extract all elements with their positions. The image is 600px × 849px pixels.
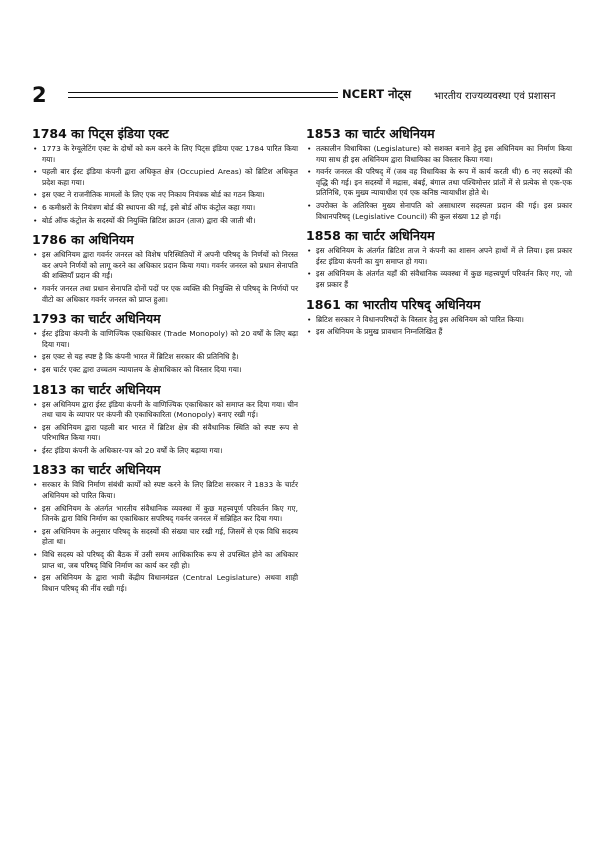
brand-title: NCERT नोट्स bbox=[342, 87, 412, 101]
list-item: • इस अधिनियम के अंतर्गत भारतीय संवैधानिक व्यवस्था में कुछ महत्त्वपूर्ण परिवर्तन किए गए, जिनके द्वारा विधि निर्माण का एकाधिकार सपरिषद् गवर्नर जनरल में सन्निहित कर दिया गया। bbox=[32, 504, 298, 525]
list-item: • गवर्नर जनरल तथा प्रधान सेनापति दोनों पदों पर एक व्यक्ति की नियुक्ति से परिषद् के निर्णयों पर वीटो का अधिकार गवर्नर जनरल को प्राप्त हुआ। bbox=[32, 284, 298, 305]
section-title: 1784 का पिट्स इंडिया एक्ट bbox=[32, 126, 169, 141]
list-item: • इस अधिनियम के द्वारा भावी केंद्रीय विधानमंडल (Central Legislature) अथवा शाही विधान परिषद् की नींव रखी गई। bbox=[32, 573, 298, 594]
section bbox=[32, 126, 298, 226]
list-item: • इस अधिनियम के अनुसार परिषद् के सदस्यों की संख्या चार रखी गई, जिसमें से एक विधि सदस्य होता था। bbox=[32, 527, 298, 548]
list-item: • सरकार के विधि निर्माण संबंधी कार्यों को स्पष्ट करने के लिए ब्रिटिश सरकार ने 1833 के चार्टर अधिनियम को पारित किया। bbox=[32, 480, 298, 501]
section-list bbox=[32, 250, 298, 305]
list-item: • इस अधिनियम द्वारा गवर्नर जनरल को विशेष परिस्थितियों में अपनी परिषद् के निर्णयों को निरस्त कर अपने निर्णयों को लागू करने का अधिकार प्रदान किया गया। गवर्नर जनरल को प्रधान सेनापति की शक्तियाँ प्रदान की गईं। bbox=[32, 250, 298, 282]
section-list bbox=[32, 400, 298, 457]
section bbox=[32, 311, 298, 375]
section-title: 1786 का अधिनियम bbox=[32, 232, 134, 248]
section bbox=[306, 228, 572, 290]
section-title: 1793 का चार्टर अधिनियम bbox=[32, 311, 161, 327]
list-item: • इस अधिनियम के अंतर्गत यहाँ की संवैधानिक व्यवस्था में कुछ महत्त्वपूर्ण परिवर्तन किए गए, जो इस प्रकार हैं bbox=[306, 269, 572, 290]
left-column bbox=[32, 126, 298, 600]
list-item: • इस चार्टर एक्ट द्वारा उच्चतम न्यायालय के क्षेत्राधिकार को विस्तार दिया गया। bbox=[32, 365, 298, 376]
page-number: 2 bbox=[32, 83, 47, 107]
section-list bbox=[32, 480, 298, 594]
section bbox=[306, 297, 572, 338]
list-item: • 6 कमीश्नरों के नियंत्रण बोर्ड की स्थापना की गई, इसे बोर्ड ऑफ कंट्रोल कहा गया। bbox=[32, 203, 298, 214]
list-item: • इस अधिनियम के अंतर्गत ब्रिटिश ताज ने कंपनी का शासन अपने हाथों में ले लिया। इस प्रकार ईस्ट इंडिया कंपनी का युग समाप्त हो गया। bbox=[306, 246, 572, 267]
section-list bbox=[32, 329, 298, 375]
book-subtitle: भारतीय राज्यव्यवस्था एवं प्रशासन bbox=[434, 91, 556, 102]
section-title: 1861 का भारतीय परिषद् अधिनियम bbox=[306, 296, 481, 312]
list-item: • बोर्ड ऑफ कंट्रोल के सदस्यों की नियुक्ति ब्रिटिश क्राउन (ताज) द्वारा की जाती थी। bbox=[32, 216, 298, 227]
section-title: 1853 का चार्टर अधिनियम bbox=[306, 126, 435, 141]
list-item: • विधि सदस्य को परिषद् की बैठक में उसी समय आधिकारिक रूप से उपस्थित होने का अधिकार प्राप्त था, जब परिषद् विधि निर्माण का कार्य कर रही हो। bbox=[32, 550, 298, 571]
list-item: • गवर्नर जनरल की परिषद् में (जब वह विधायिका के रूप में कार्य करती थी) 6 नए सदस्यों की वृद्धि की गई। इन सदस्यों में मद्रास, बंबई, बंगाल तथा पश्चिमोत्तर प्रांतों में से प्रत्येक से एक-एक प्रतिनिधि, एक मुख्य न्यायाधीश एवं एक कनिष्ठ न्यायाधीश होते थे। bbox=[306, 167, 572, 199]
list-item: • उपरोक्त के अतिरिक्त मुख्य सेनापति को असाधारण सदस्यता प्रदान की गई। इस प्रकार विधानपरिषद् (Legislative Council) की कुल संख्या 12 हो गई। bbox=[306, 201, 572, 222]
list-item: • ईस्ट इंडिया कंपनी के अधिकार-पत्र को 20 वर्षों के लिए बढ़ाया गया। bbox=[32, 446, 298, 457]
section bbox=[32, 232, 298, 305]
list-item: • पहली बार ईस्ट इंडिया कंपनी द्वारा अधिकृत क्षेत्र (Occupied Areas) को ब्रिटिश अधिकृत प्रदेश कहा गया। bbox=[32, 167, 298, 188]
section-list bbox=[32, 144, 298, 226]
section-title: 1858 का चार्टर अधिनियम bbox=[306, 228, 435, 244]
section bbox=[32, 462, 298, 594]
list-item: • इस अधिनियम के प्रमुख प्रावधान निम्नलिखित हैं bbox=[306, 327, 572, 338]
section-list bbox=[306, 315, 572, 338]
section-list bbox=[306, 246, 572, 290]
list-item: • तत्कालीन विधायिका (Legislature) को सशक्त बनाने हेतु इस अधिनियम का निर्माण किया गया साथ ही इस अधिनियम द्वारा विधायिका का विस्तार किया गया। bbox=[306, 144, 572, 165]
section bbox=[306, 126, 572, 222]
list-item: • इस एक्ट से यह स्पष्ट है कि कंपनी भारत में ब्रिटिश सरकार की प्रतिनिधि है। bbox=[32, 352, 298, 363]
list-item: • इस अधिनियम द्वारा ईस्ट इंडिया कंपनी के वाणिज्यिक एकाधिकार को समाप्त कर दिया गया। चीन तथा चाय के व्यापार पर कंपनी की एकाधिकारिता (Monopoly) बनाए रखी गई। bbox=[32, 400, 298, 421]
section-title: 1833 का चार्टर अधिनियम bbox=[32, 462, 161, 478]
section-list bbox=[306, 144, 572, 222]
header-rule bbox=[68, 92, 338, 98]
right-column bbox=[306, 126, 572, 344]
section bbox=[32, 382, 298, 457]
list-item: • ब्रिटिश सरकार ने विधानपरिषदों के विस्तार हेतु इस अधिनियम को पारित किया। bbox=[306, 315, 572, 326]
list-item: • इस अधिनियम द्वारा पहली बार भारत में ब्रिटिश क्षेत्र की संवैधानिक स्थिति को स्पष्ट रूप से परिभाषित किया गया। bbox=[32, 423, 298, 444]
list-item: • ईस्ट इंडिया कंपनी के वाणिज्यिक एकाधिकार (Trade Monopoly) को 20 वर्षों के लिए बढ़ा दिया गया। bbox=[32, 329, 298, 350]
list-item: • 1773 के रेग्यूलेटिंग एक्ट के दोषों को कम करने के लिए पिट्स इंडिया एक्ट 1784 पारित किया गया। bbox=[32, 144, 298, 165]
page-header bbox=[24, 84, 576, 108]
section-title: 1813 का चार्टर अधिनियम bbox=[32, 381, 161, 397]
list-item: • इस एक्ट ने राजनीतिक मामलों के लिए एक नए निकाय नियंत्रक बोर्ड का गठन किया। bbox=[32, 190, 298, 201]
